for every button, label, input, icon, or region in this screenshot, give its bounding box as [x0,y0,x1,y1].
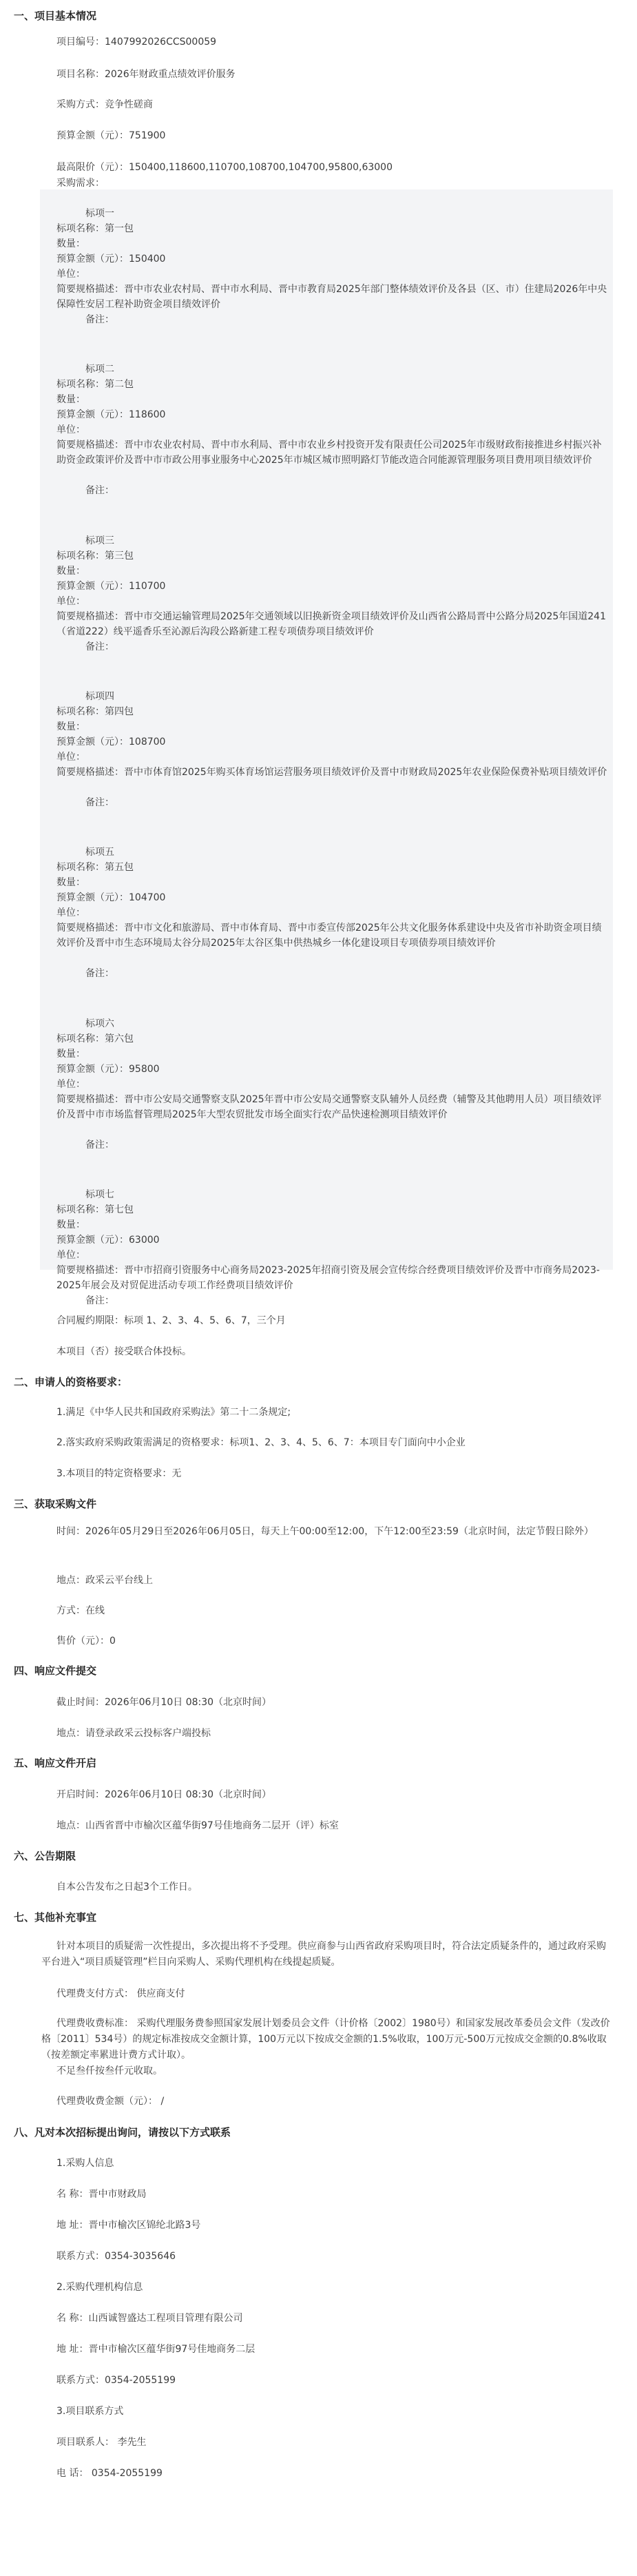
lot-title: 标项五 [85,847,114,858]
lot-title: 标项七 [85,1189,114,1200]
section-qualification-heading: 二、申请人的资格要求： [14,1376,128,1388]
purchaser-address: 地 址：晋中市榆次区锦纶北路3号 [56,2220,201,2231]
lot-quantity: 数量： [56,1049,85,1060]
lot-note: 备注： [85,485,114,496]
lot-name: 标项名称：第三包 [56,550,134,561]
agency-phone: 联系方式：0354-2055199 [56,2375,176,2386]
obtain-way: 方式：在线 [56,1605,105,1616]
lot-spec: 简要规格描述：晋中市农业农村局、晋中市水利局、晋中市农业乡村投资开发有限责任公司2025年市级财政衔接推进乡村振兴补助资金政策评价及晋中市市政公用事业服务中心2025年市城区城市照明路灯节能改造合同能源管理服务项目费用项目绩效评价 [56,440,602,466]
lot-budget: 预算金额（元）：95800 [56,1064,160,1075]
lot-title: 标项一 [85,208,114,219]
lot-quantity: 数量： [56,877,85,888]
section-submission-heading: 四、响应文件提交 [14,1665,97,1677]
lot-spec: 简要规格描述：晋中市文化和旅游局、晋中市体育局、晋中市委宣传部2025年公共文化服务体系建设中央及省市补助资金项目绩效评价及晋中市生态环境局太谷分局2025年太谷区集中供热城乡一体化建设项目专项债券项目绩效评价 [56,923,602,949]
section-contact-heading: 八、凡对本次招标提出询问，请按以下方式联系 [14,2126,231,2139]
lot-spec: 简要规格描述：晋中市农业农村局、晋中市水利局、晋中市教育局2025年部门整体绩效评价及各县（区、市）住建局2026年中央保障性安居工程补助资金项目绩效评价 [56,284,607,310]
lot-unit: 单位： [56,269,85,280]
lot-name: 标项名称：第四包 [56,706,134,717]
procurement-demand-label: 采购需求： [56,178,105,189]
agency-info-title: 2.采购代理机构信息 [56,2282,143,2293]
complaint-notice: 针对本项目的质疑需一次性提出，多次提出将不予受理。供应商参与山西省政府采购项目时，符合法定质疑条件的，通过政府采购平台进入“项目质疑管理”栏目向采购人、采购代理机构在线提起质疑。 [41,1941,606,1968]
contract-period: 合同履约期限：标项 1、2、3、4、5、6、7，三个月 [56,1315,286,1326]
lot-title: 标项二 [85,364,114,375]
lot-spec: 简要规格描述：晋中市招商引资服务中心商务局2023-2025年招商引资及展会宣传综合经费项目绩效评价及晋中市商务局2023-2025年展会及对贸促进活动专项工作经费项目绩效评价 [56,1265,600,1291]
project-contact-person: 项目联系人： 李先生 [56,2437,147,2448]
lot-unit: 单位： [56,752,85,763]
lot-title: 标项三 [85,535,114,546]
lot-spec: 简要规格描述：晋中市交通运输管理局2025年交通领域以旧换新资金项目绩效评价及山西省公路局晋中公路分局2025年国道241（省道222）线平遥香乐至沁源后沟段公路新建工程专项债券项目绩效评价 [56,611,606,637]
section-basic-info-heading: 一、项目基本情况 [14,10,97,22]
lot-spec: 简要规格描述：晋中市体育馆2025年购买体育场馆运营服务项目绩效评价及晋中市财政局2025年农业保险保费补贴项目绩效评价 [56,767,607,778]
lot-budget: 预算金额（元）：104700 [56,892,166,903]
lot-quantity: 数量： [56,238,85,249]
agency-fee-standard: 代理费收费标准： 采购代理服务费参照国家发展计划委员会文件（计价格〔2002〕1980号）和国家发展改革委员会文件（发改价格〔2011〕534号）的规定标准按成交金额计算，100万元以下按成交金额的1.5%收取，100万元-500万元按成交金额的0.8%收取（按差额定率累进计费方式计取）。 [41,2018,610,2061]
lot-unit: 单位： [56,907,85,918]
lot-name: 标项名称：第五包 [56,862,134,873]
project-name: 项目名称：2026年财政重点绩效评价服务 [56,69,236,80]
lot-name: 标项名称：第七包 [56,1204,134,1215]
agency-fee-minimum: 不足叁仟按叁仟元收取。 [56,2065,163,2077]
lot-budget: 预算金额（元）：110700 [56,581,166,592]
lot-unit: 单位： [56,596,85,607]
section-other-matters-heading: 七、其他补充事宜 [14,1911,97,1924]
purchaser-name: 名 称：晋中市财政局 [56,2189,147,2200]
qualification-1: 1.满足《中华人民共和国政府采购法》第二十二条规定; [56,1407,291,1418]
obtain-price: 售价（元）：0 [56,1636,116,1647]
lot-name: 标项名称：第一包 [56,223,134,234]
lot-budget: 预算金额（元）：150400 [56,254,166,265]
project-contact-phone: 电 话： 0354-2055199 [56,2468,163,2479]
project-contact-title: 3.项目联系方式 [56,2406,124,2417]
notice-period-text: 自本公告发布之日起3个工作日。 [56,1882,198,1893]
lot-spec: 简要规格描述：晋中市公安局交通警察支队2025年晋中市公安局交通警察支队辅外人员经费（辅警及其他聘用人员）项目绩效评价及晋中市市场监督管理局2025年大型农贸批发市场全面实行农产品快速检测项目绩效评价 [56,1094,602,1120]
procurement-method: 采购方式：竞争性磋商 [56,99,153,110]
lot-title: 标项四 [85,691,114,702]
lot-budget: 预算金额（元）：118600 [56,409,166,420]
purchaser-phone: 联系方式：0354-3035646 [56,2251,176,2262]
agency-name: 名 称：山西诚智盛达工程项目管理有限公司 [56,2313,243,2324]
lot-note: 备注： [85,968,114,979]
qualification-2: 2.落实政府采购政策需满足的资格要求：标项1、2、3、4、5、6、7：本项目专门面向中小企业 [56,1437,466,1448]
obtain-place: 地点：政采云平台线上 [56,1575,153,1586]
lot-quantity: 数量： [56,394,85,405]
submission-place: 地点：请登录政采云投标客户端投标 [56,1728,211,1739]
lot-note: 备注： [85,641,114,652]
lot-budget: 预算金额（元）：108700 [56,736,166,748]
section-opening-heading: 五、响应文件开启 [14,1757,97,1769]
lot-quantity: 数量： [56,1219,85,1230]
lot-note: 备注： [85,797,114,808]
section-obtain-docs-heading: 三、获取采购文件 [14,1498,97,1510]
lot-budget: 预算金额（元）：63000 [56,1235,160,1246]
lot-quantity: 数量： [56,721,85,732]
lot-unit: 单位： [56,1250,85,1261]
lot-name: 标项名称：第二包 [56,379,134,390]
submission-deadline: 截止时间：2026年06月10日 08:30（北京时间） [56,1697,272,1708]
lot-quantity: 数量： [56,566,85,577]
lot-note: 备注： [85,1140,114,1151]
section-notice-period-heading: 六、公告期限 [14,1850,76,1862]
consortium-statement: 本项目（否）接受联合体投标。 [56,1346,191,1357]
agency-fee-amount: 代理费收费金额（元）： / [56,2096,165,2107]
opening-time: 开启时间：2026年06月10日 08:30（北京时间） [56,1789,272,1800]
purchaser-info-title: 1.采购人信息 [56,2158,114,2169]
lot-note: 备注： [85,1295,114,1306]
qualification-3: 3.本项目的特定资格要求：无 [56,1468,182,1479]
max-price: 最高限价（元）：150400,118600,110700,108700,104700,95800,63000 [56,162,393,173]
lot-name: 标项名称：第六包 [56,1033,134,1044]
budget-amount: 预算金额（元）：751900 [56,130,166,141]
project-number: 项目编号：1407992026CCS00059 [56,37,217,48]
obtain-time: 时间：2026年05月29日至2026年06月05日，每天上午00:00至12:00，下午12:00至23:59（北京时间，法定节假日除外） [56,1526,594,1537]
agency-address: 地 址：晋中市榆次区蕴华街97号佳地商务二层 [56,2344,255,2355]
lot-note: 备注： [85,314,114,325]
opening-place: 地点：山西省晋中市榆次区蕴华街97号佳地商务二层开（评）标室 [56,1820,339,1831]
lot-unit: 单位： [56,1079,85,1090]
agency-fee-payment: 代理费支付方式： 供应商支付 [56,1988,185,1999]
lot-title: 标项六 [85,1018,114,1029]
lot-unit: 单位： [56,424,85,435]
